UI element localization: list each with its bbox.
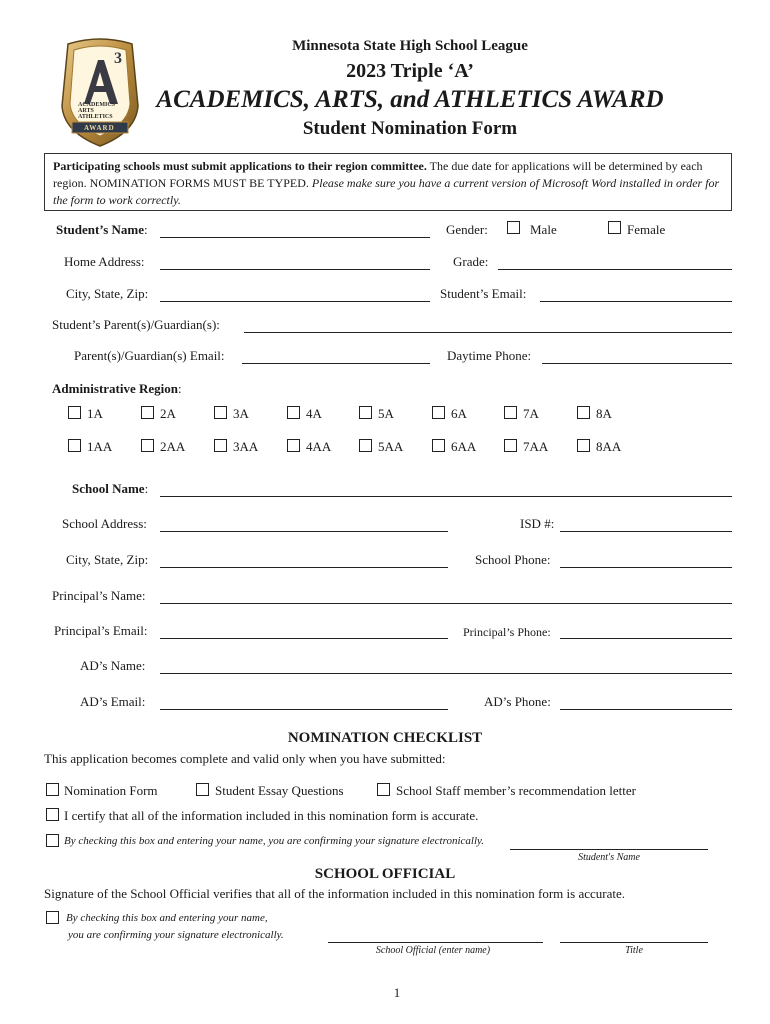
official-title: SCHOOL OFFICIAL [314, 866, 456, 882]
school-phone-label: School Phone: [475, 552, 551, 567]
official-esign-line1: By checking this box and entering your name, [66, 912, 268, 924]
student-esign-checkbox[interactable] [46, 834, 59, 847]
parent-email-field[interactable] [242, 363, 430, 364]
principal-email-label: Principal’s Email: [54, 623, 148, 638]
ad-name-label: AD’s Name: [80, 658, 146, 673]
isd-label: ISD #: [520, 516, 555, 531]
student-name-caption: Student's Name [578, 852, 640, 863]
region-6aa-label: 6AA [451, 439, 477, 454]
region-8a-checkbox[interactable] [577, 406, 590, 419]
logo-ribbon-text: AWARD [84, 124, 115, 132]
region-5a-checkbox[interactable] [359, 406, 372, 419]
official-name-field[interactable] [328, 942, 543, 943]
daytime-phone-label: Daytime Phone: [447, 348, 532, 363]
student-name-label: Student’s Name: [56, 222, 148, 237]
student-name-field[interactable] [160, 237, 430, 238]
student-email-field[interactable] [540, 301, 732, 302]
student-city-label: City, State, Zip: [66, 286, 149, 301]
certify-checkbox[interactable] [46, 808, 59, 821]
ad-name-field[interactable] [160, 673, 732, 674]
region-5aa-label: 5AA [378, 439, 404, 454]
ad-phone-field[interactable] [560, 709, 732, 710]
award-title: ACADEMICS, ARTS, and ATHLETICS AWARD [156, 86, 664, 113]
essay-questions-label: Student Essay Questions [215, 783, 344, 798]
official-intro: Signature of the School Official verifies that all of the information included in this nomination form is accurate. [44, 886, 625, 901]
region-7a-label: 7A [523, 406, 539, 421]
region-7a-checkbox[interactable] [504, 406, 517, 419]
daytime-phone-field[interactable] [542, 363, 732, 364]
ad-email-field[interactable] [160, 709, 448, 710]
principal-name-label: Principal’s Name: [52, 588, 146, 603]
male-label: Male [530, 222, 557, 237]
home-address-label: Home Address: [64, 254, 145, 269]
region-7aa-label: 7AA [523, 439, 549, 454]
school-city-field[interactable] [160, 567, 448, 568]
notice-normal: The due date for applications will be determined by each region. NOMINATION FORMS MUST BE TYPED. [53, 159, 703, 190]
region-2aa-checkbox[interactable] [141, 439, 154, 452]
official-esign-checkbox[interactable] [46, 911, 59, 924]
ad-phone-label: AD’s Phone: [484, 694, 551, 709]
grade-label: Grade: [453, 254, 489, 269]
notice-bold: Participating schools must submit applications to their region committee. [53, 159, 427, 173]
region-8aa-label: 8AA [596, 439, 622, 454]
recommendation-letter-checkbox[interactable] [377, 783, 390, 796]
form-title: Student Nomination Form [302, 118, 518, 139]
certify-label: I certify that all of the information included in this nomination form is accurate. [64, 808, 479, 823]
region-8aa-checkbox[interactable] [577, 439, 590, 452]
parent-email-label: Parent(s)/Guardian(s) Email: [74, 348, 225, 363]
region-4aa-label: 4AA [306, 439, 332, 454]
school-name-label: School Name: [72, 481, 149, 496]
student-city-field[interactable] [160, 301, 430, 302]
region-4aa-checkbox[interactable] [287, 439, 300, 452]
female-checkbox[interactable] [608, 221, 621, 234]
nomination-form-checkbox[interactable] [46, 783, 59, 796]
student-email-label: Student’s Email: [440, 286, 527, 301]
student-esign-label: By checking this box and entering your name, you are confirming your signature electronically. [64, 835, 485, 847]
checklist-title: NOMINATION CHECKLIST [287, 730, 483, 746]
school-name-field[interactable] [160, 496, 732, 497]
principal-name-field[interactable] [160, 603, 732, 604]
gender-label: Gender: [446, 222, 488, 237]
region-6a-label: 6A [451, 406, 467, 421]
region-label: Administrative Region: [52, 381, 182, 396]
recommendation-letter-label: School Staff member’s recommendation letter [396, 783, 636, 798]
logo-line-academics: ACADEMICS [78, 102, 116, 108]
nomination-form-label: Nomination Form [64, 783, 158, 798]
notice-italic: Please make sure you have a current version of Microsoft Word installed in order for the form to work correctly. [53, 176, 720, 207]
region-8a-label: 8A [596, 406, 612, 421]
checklist-intro: This application becomes complete and valid only when you have submitted: [44, 751, 446, 766]
official-title-caption: Title [625, 945, 643, 956]
page-number: 1 [393, 985, 401, 1000]
school-phone-field[interactable] [560, 567, 732, 568]
org-name: Minnesota State High School League [292, 38, 528, 54]
year-title: 2023 Triple ‘A’ [346, 60, 474, 82]
official-title-field[interactable] [560, 942, 708, 943]
region-2a-label: 2A [160, 406, 176, 421]
region-3aa-label: 3AA [233, 439, 259, 454]
official-name-caption: School Official (enter name) [375, 945, 491, 956]
region-5aa-checkbox[interactable] [359, 439, 372, 452]
principal-email-field[interactable] [160, 638, 448, 639]
parents-label: Student’s Parent(s)/Guardian(s): [52, 317, 220, 332]
region-2a-checkbox[interactable] [141, 406, 154, 419]
ad-email-label: AD’s Email: [80, 694, 146, 709]
official-esign-line2: you are confirming your signature electronically. [68, 929, 284, 941]
parents-field[interactable] [244, 332, 732, 333]
female-label: Female [627, 222, 666, 237]
region-1a-label: 1A [87, 406, 103, 421]
region-4a-checkbox[interactable] [287, 406, 300, 419]
principal-phone-field[interactable] [560, 638, 732, 639]
region-1aa-label: 1AA [87, 439, 113, 454]
principal-phone-label: Principal’s Phone: [463, 625, 551, 639]
school-address-field[interactable] [160, 531, 448, 532]
region-6aa-checkbox[interactable] [432, 439, 445, 452]
region-3aa-checkbox[interactable] [214, 439, 227, 452]
male-checkbox[interactable] [507, 221, 520, 234]
school-address-label: School Address: [62, 516, 147, 531]
region-3a-label: 3A [233, 406, 249, 421]
region-3a-checkbox[interactable] [214, 406, 227, 419]
essay-questions-checkbox[interactable] [196, 783, 209, 796]
student-name-sign-field[interactable] [510, 849, 708, 850]
region-5a-label: 5A [378, 406, 394, 421]
logo-superscript: 3 [114, 50, 122, 67]
region-4a-label: 4A [306, 406, 322, 421]
region-7aa-checkbox[interactable] [504, 439, 517, 452]
isd-field[interactable] [560, 531, 732, 532]
logo-line-arts: ARTS [78, 108, 94, 114]
instructions-box [44, 153, 732, 211]
region-2aa-label: 2AA [160, 439, 186, 454]
region-1a-checkbox[interactable] [68, 406, 81, 419]
school-city-label: City, State, Zip: [66, 552, 149, 567]
logo-line-athletics: ATHLETICS [78, 114, 113, 120]
region-6a-checkbox[interactable] [432, 406, 445, 419]
grade-field[interactable] [498, 269, 732, 270]
region-1aa-checkbox[interactable] [68, 439, 81, 452]
home-address-field[interactable] [160, 269, 430, 270]
